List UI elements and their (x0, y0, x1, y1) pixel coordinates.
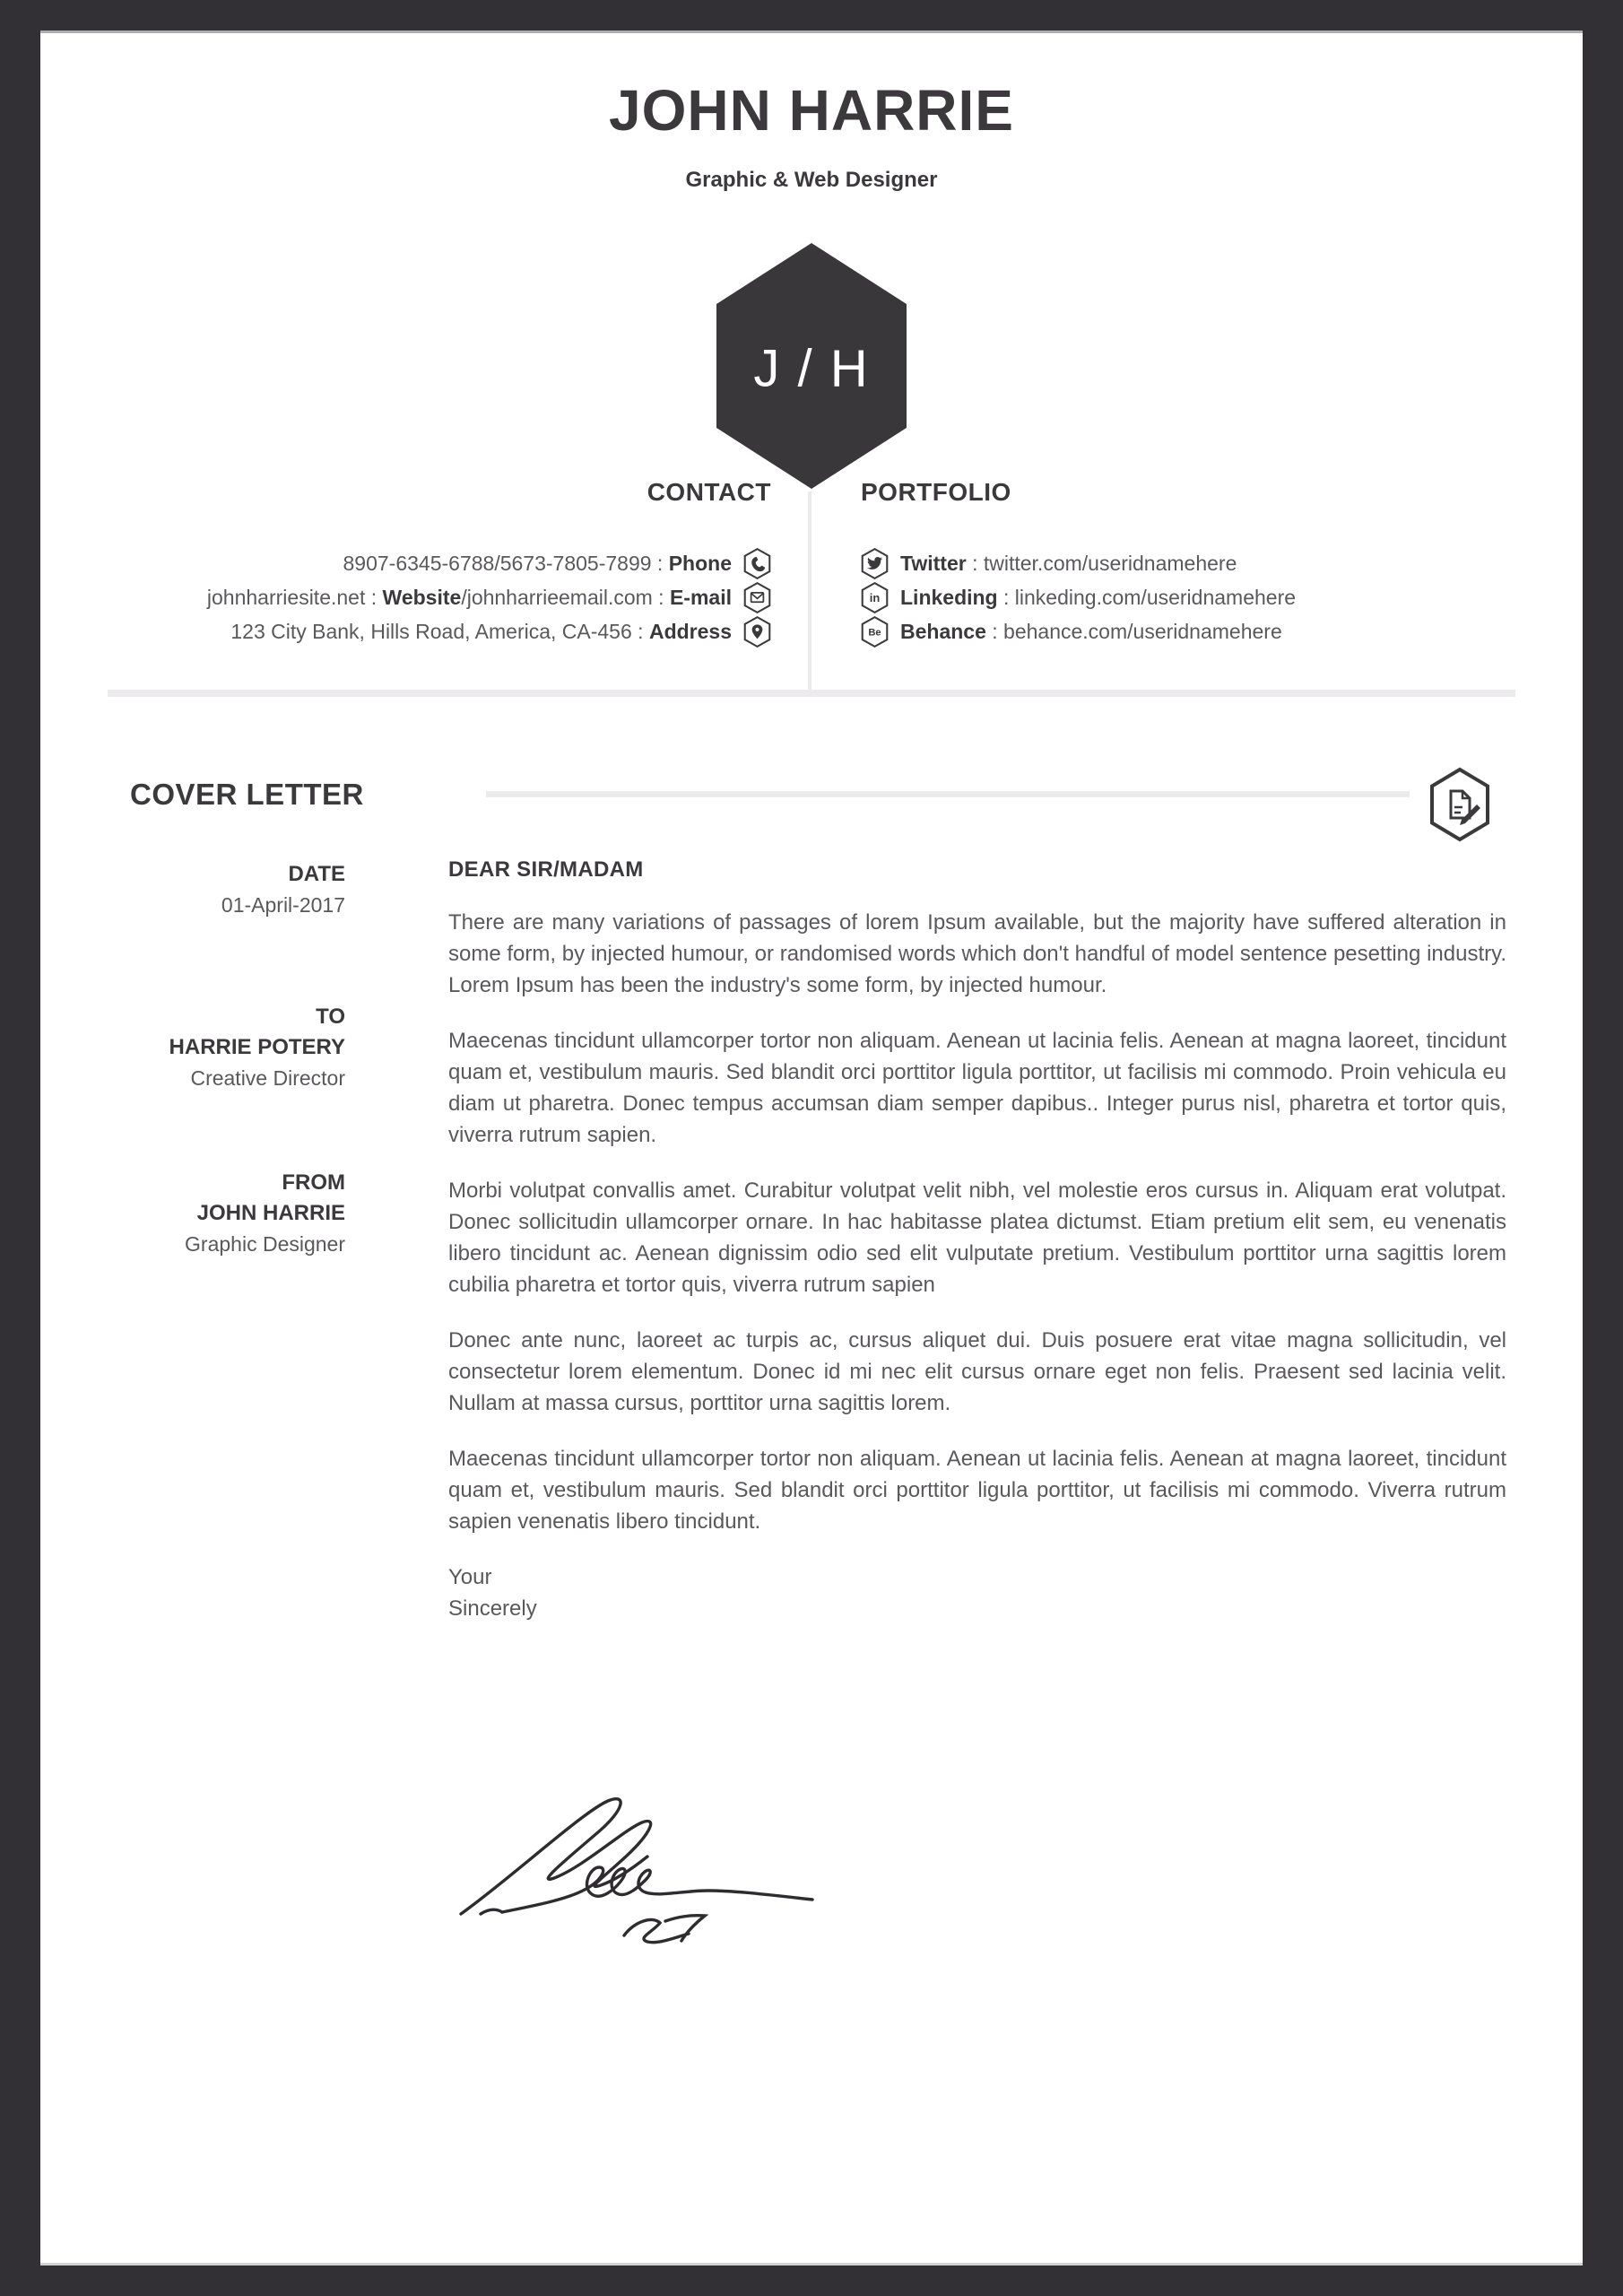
greeting: DEAR SIR/MADAM (448, 857, 644, 882)
to-role: Creative Director (190, 1066, 345, 1090)
portfolio-row (861, 546, 1506, 580)
to-label: TO (316, 1004, 345, 1029)
contact-row (108, 546, 771, 580)
twitter-icon (861, 547, 889, 580)
phone-icon (743, 547, 771, 580)
portfolio-text: Linkeding : linkeding.com/useridnamehere (900, 585, 1297, 609)
portfolio-row (861, 614, 1506, 648)
document-pen-icon (1428, 767, 1491, 842)
linkedin-icon (861, 581, 889, 614)
portfolio-row (861, 580, 1506, 614)
letter-paragraph: Morbi volutpat convallis amet. Curabitur volutpat velit nibh, vel molestie eros cursus in. Aliquam erat volutpat. Donec sollicitudin ullamcorper ornare. In hac habitasse platea dictumst. Etiam pretium elit sem, eu venenatis libero tincidunt ac. Aenean dignissim odio sed elit vulputate pretium. Vestibulum porttitor urna sagittis lorem cubilia pharetra et tortor quis, viverra rutrum sapien (448, 1178, 1506, 1297)
contact-heading: CONTACT (647, 478, 771, 506)
letter-paragraph: There are many variations of passages of lorem Ipsum available, but the majority have suffered alteration in some form, by injected humour, or randomised words which don't handful of model sentence pesetting industry. Lorem Ipsum has been the industry's some form, by injected humour. (448, 910, 1506, 997)
behance-icon (861, 615, 889, 648)
letter-body (448, 859, 1506, 1624)
signature (448, 1778, 825, 1966)
date-label: DATE (288, 862, 345, 886)
closing-line: Sincerely (448, 1596, 537, 1621)
email-icon (743, 581, 771, 614)
from-name: JOHN HARRIE (196, 1201, 345, 1225)
monogram-hexagon-logo (716, 243, 907, 489)
date-value: 01-April-2017 (221, 893, 345, 917)
contact-row (108, 614, 771, 648)
letter-paragraph: Maecenas tincidunt ullamcorper tortor non aliquam. Aenean ut lacinia felis. Aenean at magna laoreet, tincidunt quam et, vestibulum mauris. Sed blandit orci porttitor ligula porttitor, ut facilisis mi commodo. Proin vehicula eu diam ut pharetra. Donec tempus accumsan diam semper dapibus.. Integer purus nisl, pharetra et tortor quis, viverra rutrum sapien. (448, 1029, 1506, 1147)
closing (448, 1561, 1506, 1624)
cover-letter-title: COVER LETTER (130, 778, 364, 811)
to-block (94, 1002, 345, 1093)
portfolio-text: Twitter : twitter.com/useridnamehere (900, 551, 1237, 575)
column-divider (808, 491, 812, 691)
address-icon (743, 615, 771, 648)
closing-line: Your (448, 1565, 492, 1589)
to-name: HARRIE POTERY (169, 1035, 345, 1059)
letter-paragraph: Donec ante nunc, laoreet ac turpis ac, cursus aliquet dui. Duis posuere erat vitae magna sollicitudin, vel consectetur lorem elementum. Donec id mi nec elit cursus ornare eget non felis. Praesent sed lacinia velit. Nullam at massa cursus, porttitor urna sagittis lorem. (448, 1328, 1506, 1415)
from-label: FROM (282, 1170, 345, 1195)
portfolio-text: Behance : behance.com/useridnamehere (900, 619, 1282, 643)
person-name: JOHN HARRIE (609, 78, 1014, 143)
page (40, 30, 1583, 2266)
contact-section (108, 480, 771, 648)
from-block (94, 1168, 345, 1259)
monogram-text: J / H (753, 339, 870, 398)
contact-row (108, 580, 771, 614)
contact-text: 123 City Bank, Hills Road, America, CA-456 : Address (230, 619, 732, 643)
cover-letter-rule (486, 791, 1410, 797)
section-divider (108, 690, 1515, 697)
contact-text: 8907-6345-6788/5673-7805-7899 : Phone (343, 551, 732, 575)
from-role: Graphic Designer (185, 1232, 345, 1256)
letter-paragraph: Maecenas tincidunt ullamcorper tortor non aliquam. Aenean ut lacinia felis. Aenean at magna laoreet, tincidunt quam et, vestibulum mauris. Sed blandit orci porttitor ligula porttitor, ut facilisis mi commodo. Viverra rutrum sapien venenatis libero tincidunt. (448, 1447, 1506, 1534)
date-block (94, 859, 345, 920)
contact-text: johnharriesite.net : Website/johnharrieemail.com : E-mail (206, 585, 732, 609)
portfolio-section (861, 480, 1506, 648)
portfolio-heading: PORTFOLIO (861, 478, 1011, 506)
person-title: Graphic & Web Designer (685, 168, 938, 192)
